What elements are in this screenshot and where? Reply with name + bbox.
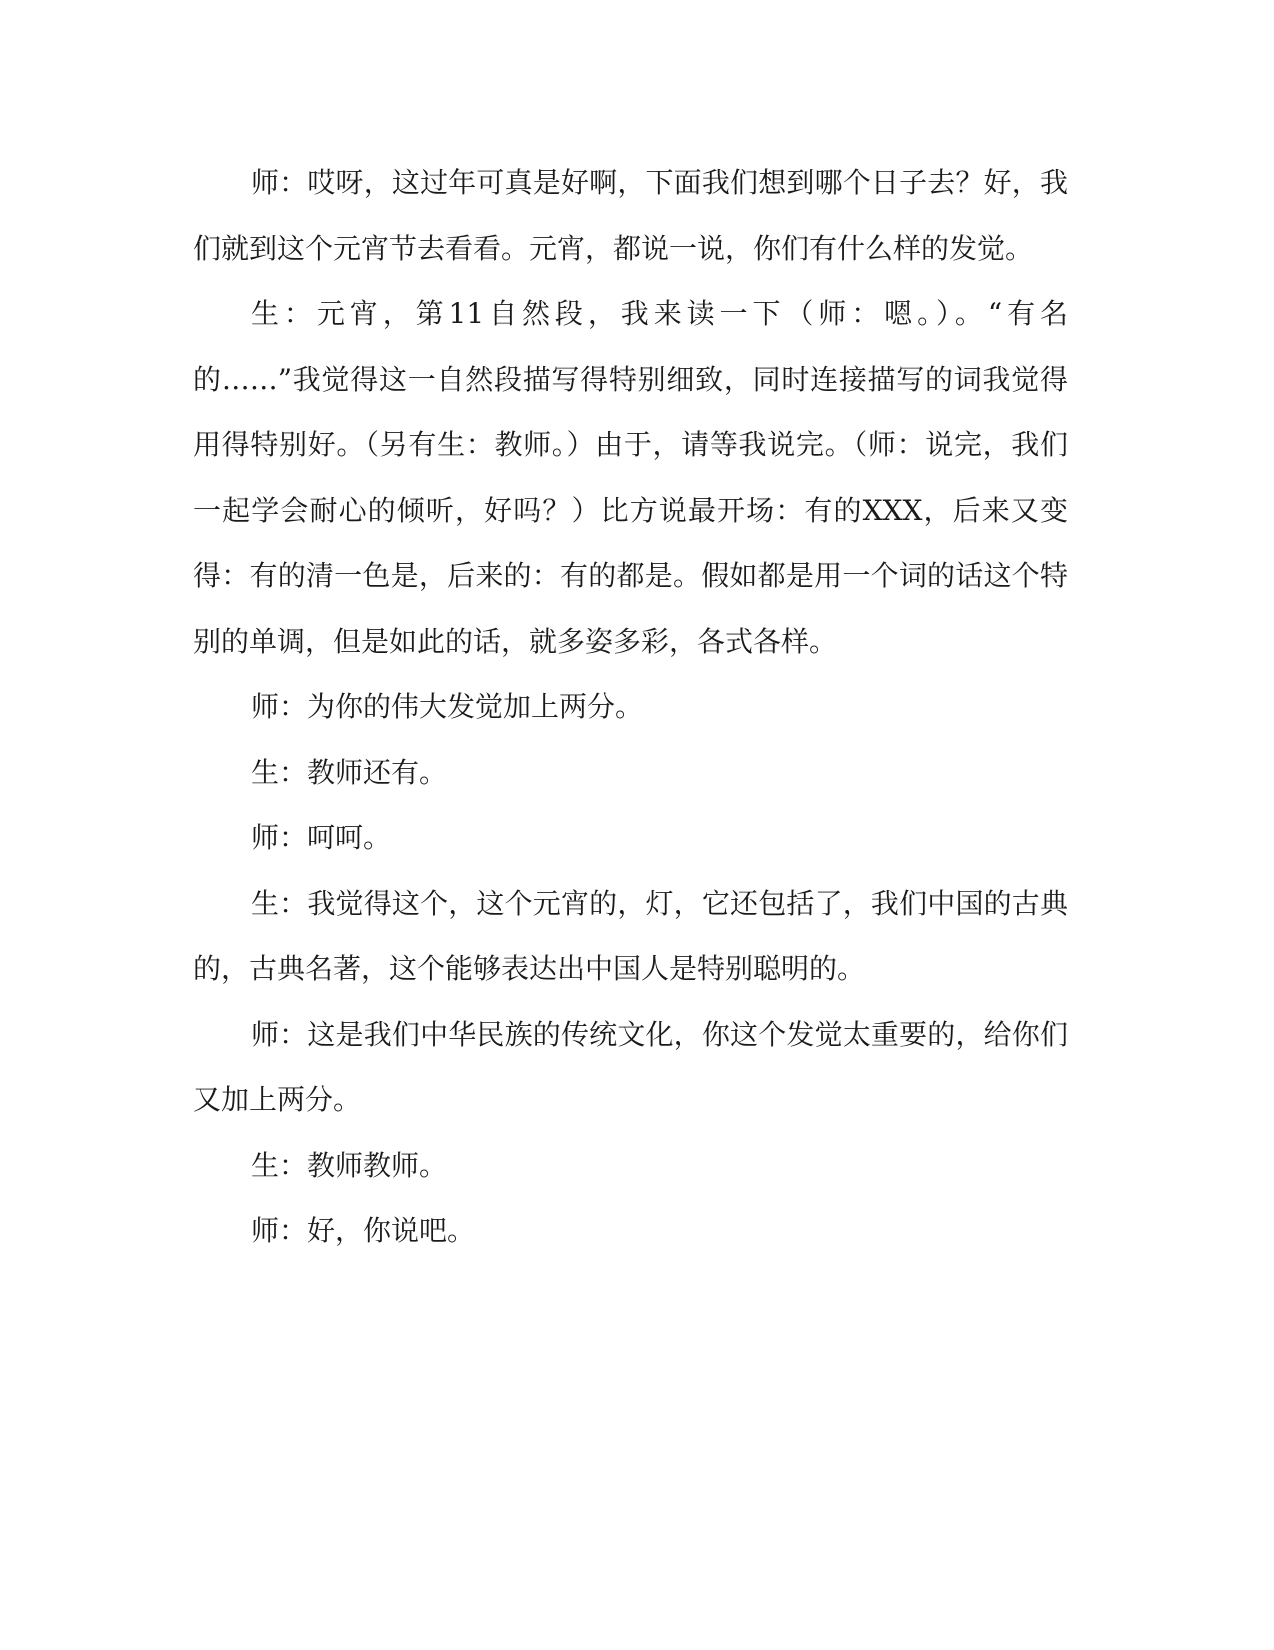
paragraph: 生：元宵，第11自然段，我来读一下（师：嗯。）。“有名的……”我觉得这一自然段描写得特别细致，同时连接描写的词我觉得用得特别好。（另有生：教师。）由于，请等我说完。（师：说完，我们一起学会耐心的倾听，好吗？）比方说最开场：有的XXX，后来又变得：有的清一色是，后来的：有的都是。假如都是用一个词的话这个特别的单调，但是如此的话，就多姿多彩，各式各样。 <box>193 297 1068 658</box>
paragraph: 师：好，你说吧。 <box>251 1214 476 1247</box>
paragraph: 生：教师教师。 <box>251 1148 448 1182</box>
paragraph: 师：哎呀，这过年可真是好啊，下面我们想到哪个日子去？好，我们就到这个元宵节去看看。元宵，都说一说，你们有什么样的发觉。 <box>193 166 1068 265</box>
paragraph: 师：为你的伟大发觉加上两分。 <box>251 690 644 723</box>
paragraph: 师：呵呵。 <box>251 821 392 854</box>
paragraph: 师：这是我们中华民族的传统文化，你这个发觉太重要的，给你们又加上两分。 <box>193 1017 1068 1116</box>
document-body <box>193 150 1068 1264</box>
paragraph: 生：我觉得这个，这个元宵的，灯，它还包括了，我们中国的古典的，古典名著，这个能够表达出中国人是特别聪明的。 <box>193 886 1068 985</box>
paragraph: 生：教师还有。 <box>251 755 448 789</box>
